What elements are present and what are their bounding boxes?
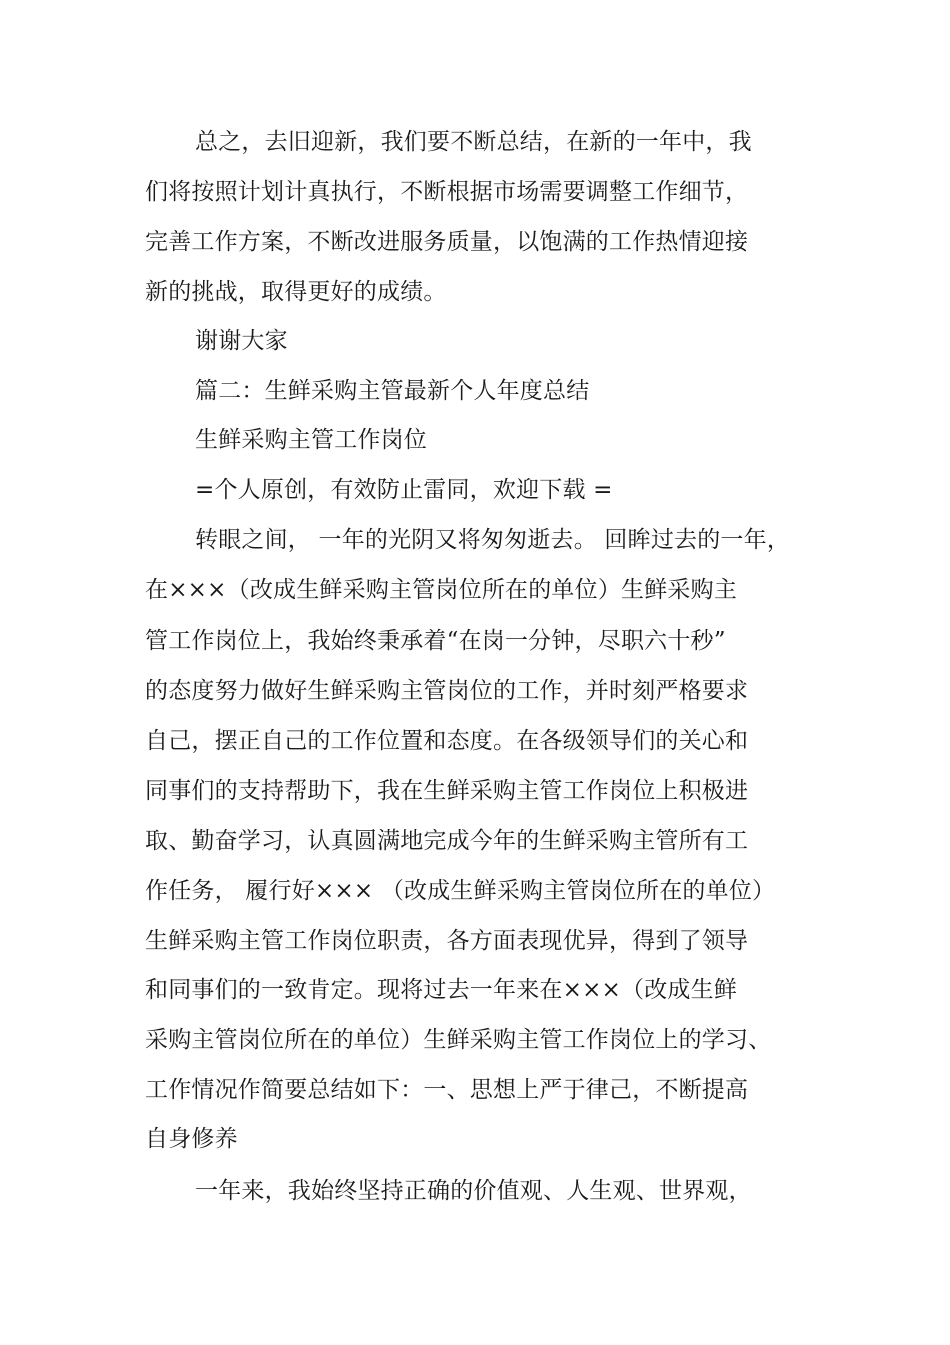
section-title: 篇二：生鲜采购主管最新个人年度总结 xyxy=(195,378,590,404)
text-line: 的态度努力做好生鲜采购主管岗位的工作，并时刻严格要求 xyxy=(145,678,749,704)
text-line: 生鲜采购主管工作岗位职责，各方面表现优异，得到了领导 xyxy=(145,928,749,954)
text-line: 自己，摆正自己的工作位置和态度。在各级领导们的关心和 xyxy=(145,728,749,754)
text-line: 在×××（改成生鲜采购主管岗位所在的单位）生鲜采购主 xyxy=(145,577,738,603)
text-line: 新的挑战，取得更好的成绩。 xyxy=(145,279,447,305)
subtitle: 生鲜采购主管工作岗位 xyxy=(195,427,427,453)
text-line: 和同事们的一致肯定。现将过去一年来在×××（改成生鲜 xyxy=(145,977,738,1003)
text-line: 管工作岗位上，我始终秉承着“在岗一分钟，尽职六十秒” xyxy=(145,628,726,654)
text-line: 完善工作方案，不断改进服务质量，以饱满的工作热情迎接 xyxy=(145,229,749,255)
text-line: 总之，去旧迎新，我们要不断总结，在新的一年中，我 xyxy=(195,129,752,155)
text-line: 一年来，我始终坚持正确的价值观、人生观、世界观， xyxy=(195,1178,752,1204)
notice-line: =个人原创，有效防止雷同，欢迎下载 = xyxy=(195,477,613,503)
text-line: 取、勤奋学习，认真圆满地完成今年的生鲜采购主管所有工 xyxy=(145,828,749,854)
text-line: 采购主管岗位所在的单位）生鲜采购主管工作岗位上的学习、 xyxy=(145,1027,772,1053)
text-line: 同事们的支持帮助下，我在生鲜采购主管工作岗位上积极进 xyxy=(145,778,749,804)
text-line: 转眼之间， 一年的光阴又将匆匆逝去。 回眸过去的一年， xyxy=(195,527,791,553)
text-line: 工作情况作简要总结如下：一、思想上严于律己，不断提高 xyxy=(145,1077,749,1103)
text-line: 作任务， 履行好××× （改成生鲜采购主管岗位所在的单位） xyxy=(145,878,776,904)
closing-line: 谢谢大家 xyxy=(195,328,288,354)
text-line: 们将按照计划计真执行，不断根据市场需要调整工作细节， xyxy=(145,179,749,205)
text-line: 自身修养 xyxy=(145,1126,238,1152)
